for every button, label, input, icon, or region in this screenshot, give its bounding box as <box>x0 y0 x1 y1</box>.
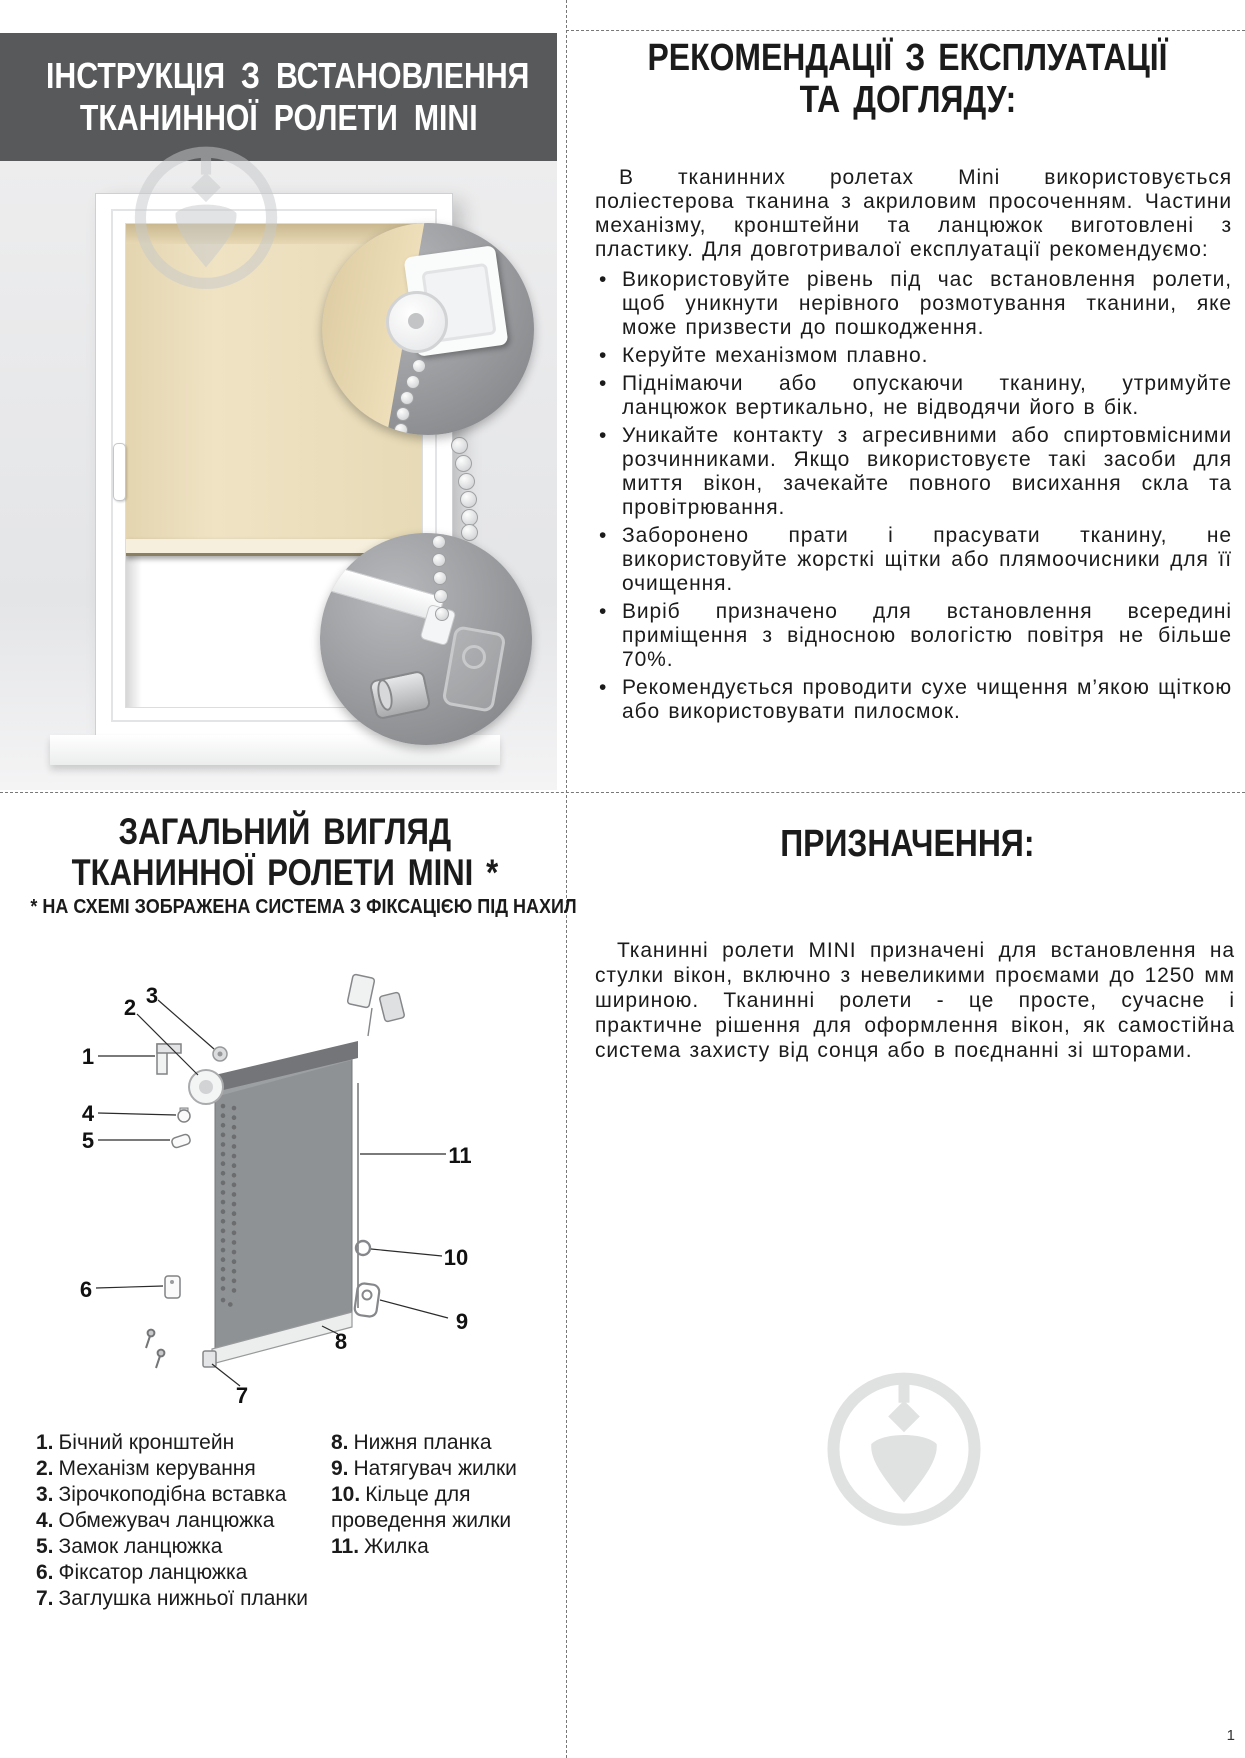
legend-item-text: Бічний кронштейн <box>58 1431 235 1454</box>
legend-item <box>36 1482 331 1508</box>
callout-10: 10 <box>443 1245 469 1270</box>
callout-9: 9 <box>455 1309 469 1334</box>
pane-shadow <box>126 556 142 707</box>
care-bullet: • Керуйте механізмом плавно. <box>595 344 1232 368</box>
legend-item-text: Зірочкоподібна вставка <box>58 1483 287 1506</box>
legend-item-text: Замок ланцюжка <box>58 1535 223 1558</box>
care-title-line1: РЕКОМЕНДАЦІЇ З ЕКСПЛУАТАЦІЇ <box>647 37 1168 79</box>
legend-item-text: Фіксатор ланцюжка <box>58 1561 248 1584</box>
legend-item-number: 2. <box>36 1457 54 1480</box>
legend-item <box>36 1560 331 1586</box>
divider-top-right <box>566 30 1245 31</box>
chain-bead <box>432 535 446 549</box>
overview-title-line2: ТКАНИННОЇ РОЛЕТИ MINI * <box>71 851 499 893</box>
legend-item-text: Нижня планка <box>353 1431 492 1454</box>
legend-item-number: 1. <box>36 1431 54 1454</box>
legend-item-number: 8. <box>331 1431 349 1454</box>
install-header-line2: ТКАНИННОЇ РОЛЕТИ MINI <box>79 97 478 138</box>
parts-legend <box>36 1430 571 1612</box>
chain-bead <box>434 589 448 603</box>
legend-item <box>331 1482 571 1534</box>
callout-6: 6 <box>79 1277 93 1302</box>
chain-bead <box>460 491 477 508</box>
care-bullet: • Використовуйте рівень під час встановлення ролети, щоб уникнути нерівного розмотування тканини, яке може призвести до пошкодження. <box>595 268 1232 340</box>
legend-item-number: 4. <box>36 1509 54 1532</box>
tensioner-hole-detail <box>462 645 486 669</box>
care-bullet: • Рекомендується проводити сухе чищення м’якою щіткою або використовувати пилосмок. <box>595 676 1232 724</box>
parts-legend-left <box>36 1430 331 1612</box>
legend-item-text: Заглушка нижньої планки <box>58 1587 308 1610</box>
callout-7: 7 <box>235 1383 249 1408</box>
legend-item <box>331 1430 571 1456</box>
care-bullet: • Заборонено прати і прасувати тканину, не використовуйте жорсткі щітки або плямоочисники для її очищення. <box>595 524 1232 596</box>
legend-item <box>36 1534 331 1560</box>
chain-bead <box>432 553 446 567</box>
chain-bead <box>396 407 410 421</box>
install-header-line1: ІНСТРУКЦІЯ З ВСТАНОВЛЕННЯ <box>46 55 530 97</box>
cord-tensioner-detail <box>441 625 506 713</box>
chain-bead <box>461 524 478 541</box>
purpose-title-text: ПРИЗНАЧЕННЯ: <box>780 823 1035 865</box>
chain-bead <box>435 607 449 621</box>
legend-item-number: 5. <box>36 1535 54 1558</box>
callout-1: 1 <box>81 1044 95 1069</box>
legend-item-number: 11. <box>331 1535 360 1558</box>
callout-11: 11 <box>448 1143 472 1168</box>
purpose-section-body: Тканинні ролети MINI призначені для встановлення на стулки вікон, включно з невеликими проємами до 1250 мм шириною. Тканинні ролети - це просте, сучасне і практичне рішення для оформлення вікон, як самостійна система захисту від сонця або в поєднанні зі шторами. <box>595 939 1235 1062</box>
overview-subtitle-text: * НА СХЕМІ ЗОБРАЖЕНА СИСТЕМА З ФІКСАЦІЄЮ ПІД НАХИЛ <box>30 896 577 918</box>
legend-item-number: 7. <box>36 1587 54 1610</box>
care-intro: В тканинних ролетах Mini використовується поліестерова тканина з акриловим просоченням. Частини механізму, кронштейни та ланцюжок виготовлені з пластику. Для довготривалої експлуатації рекомендуємо: <box>595 166 1232 261</box>
chain-bead <box>406 375 420 389</box>
legend-item <box>36 1586 331 1612</box>
legend-item <box>36 1430 331 1456</box>
chain-bead <box>451 437 468 454</box>
divider-horizontal <box>0 792 1245 793</box>
purpose-section-title <box>570 824 1245 866</box>
legend-item-text: Натягувач жилки <box>353 1457 517 1480</box>
chain-bead <box>400 391 414 405</box>
legend-item <box>36 1508 331 1534</box>
mechanism-detail-inset <box>322 223 534 435</box>
callout-8: 8 <box>334 1329 348 1354</box>
legend-item-text: Механізм керування <box>58 1457 256 1480</box>
callout-5: 5 <box>81 1128 95 1153</box>
legend-item-text: Кільце для проведення жилки <box>331 1483 512 1532</box>
care-section-body <box>595 166 1232 728</box>
window-handle <box>113 443 126 501</box>
callout-2: 2 <box>123 995 137 1020</box>
legend-item-text: Обмежувач ланцюжка <box>58 1509 275 1532</box>
roller-blind-exploded-diagram <box>0 948 560 1418</box>
care-bullet: • Виріб призначено для встановлення всередині приміщення з відносною вологістю повітря не більше 70%. <box>595 600 1232 672</box>
chain-bead <box>458 473 475 490</box>
legend-item <box>331 1456 571 1482</box>
legend-item-number: 3. <box>36 1483 54 1506</box>
chain-bead <box>412 359 426 373</box>
page-number: 1 <box>1226 1727 1235 1744</box>
parts-legend-right <box>331 1430 571 1612</box>
chain-bead <box>433 571 447 585</box>
legend-item-number: 9. <box>331 1457 349 1480</box>
legend-item <box>36 1456 331 1482</box>
brand-watermark-icon <box>818 1358 990 1530</box>
overview-subtitle <box>0 896 577 919</box>
legend-item-number: 6. <box>36 1561 54 1584</box>
brand-watermark-icon <box>126 133 286 293</box>
care-bullet: • Уникайте контакту з агресивними або спиртовмісними розчинниками. Якщо використовуєте такі засоби для миття вікон, зачекайте повного висихання скла та провітрювання. <box>595 424 1232 520</box>
overview-section-title <box>0 812 570 893</box>
care-section-title <box>570 38 1245 122</box>
care-title-line2: ТА ДОГЛЯДУ: <box>799 78 1016 121</box>
chain-bead <box>394 423 408 435</box>
care-bullet-list <box>595 268 1232 724</box>
tensioner-detail-inset <box>320 533 532 745</box>
legend-item-text: Жилка <box>364 1535 429 1558</box>
overview-title-line1: ЗАГАЛЬНИЙ ВИГЛЯД <box>118 811 452 852</box>
callout-4: 4 <box>81 1101 95 1126</box>
legend-item <box>331 1534 571 1560</box>
chain-bead <box>455 455 472 472</box>
legend-item-number: 10. <box>331 1483 361 1506</box>
care-bullet: • Піднімаючи або опускаючи тканину, утримуйте ланцюжок вертикально, не відводячи його в бік. <box>595 372 1232 420</box>
callout-3: 3 <box>145 983 159 1008</box>
clutch-hub-detail <box>408 313 424 329</box>
